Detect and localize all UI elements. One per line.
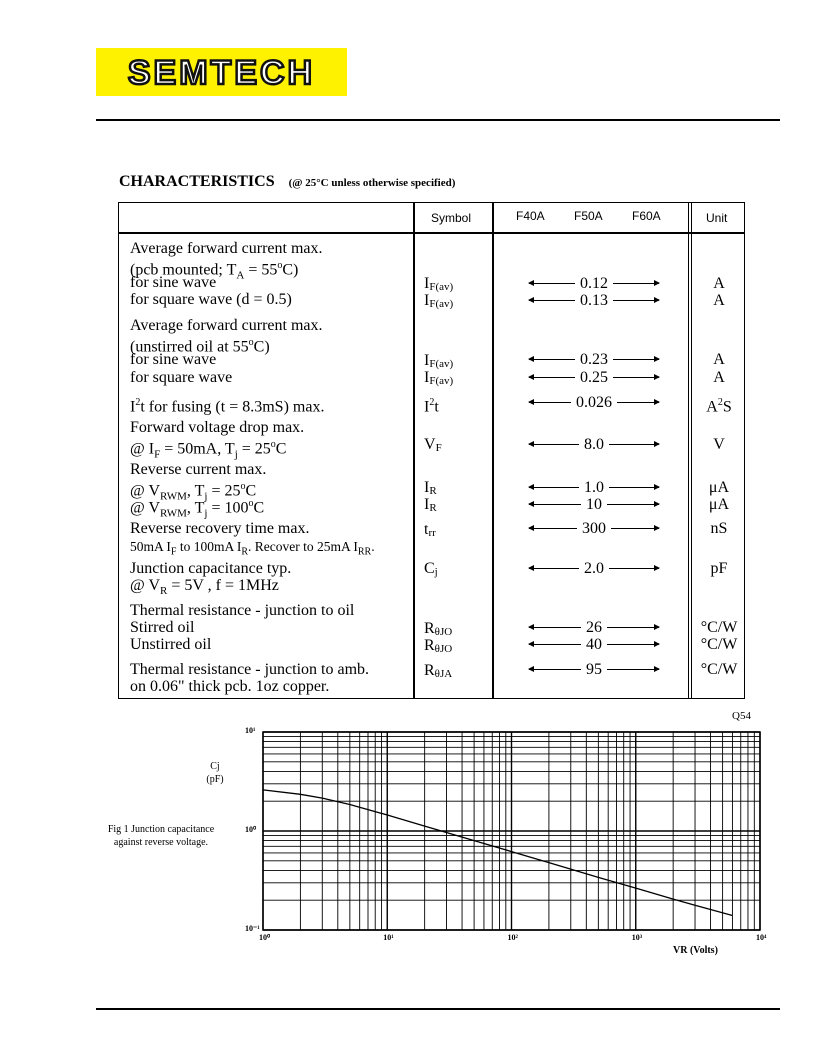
row-symbol: $I^2t$ — [424, 397, 439, 416]
value-text: 26 — [586, 618, 602, 636]
header-f50a: F50A — [574, 209, 603, 223]
row-unit: μA — [708, 479, 730, 496]
row-symbol: $R_{\theta JO}$ — [424, 637, 453, 655]
value-text: 0.12 — [580, 274, 608, 292]
row-unit: °C/W — [700, 661, 738, 678]
x-tick-label: 10³ — [631, 933, 643, 942]
row-unit: A — [713, 292, 725, 309]
caption-line-2: against reverse voltage. — [113, 837, 209, 848]
row-text: Average forward current max. — [130, 317, 323, 334]
row-text: (unstirred oil at 55$^o$C) — [130, 337, 270, 356]
row-symbol: $I_{F(av)}$ — [424, 292, 454, 310]
row-unit: nS — [710, 520, 728, 537]
row-text: Junction capacitance typ. — [130, 560, 292, 577]
x-axis-label: VR (Volts) — [673, 945, 718, 956]
section-title: CHARACTERISTICS — [119, 173, 275, 190]
value-text: 95 — [586, 660, 602, 678]
row-text: @ $V_R = 5V$ , f = 1MHz — [130, 577, 279, 598]
row-unit: V — [713, 436, 725, 453]
row-unit: $A^2S$ — [706, 397, 732, 416]
value-text: 1.0 — [584, 478, 604, 496]
row-text: @ $V_{RWM}$, $T_j = 100^oC$ — [130, 498, 265, 520]
value-text: 0.23 — [580, 350, 608, 368]
y-tick-label: 10¹ — [245, 726, 256, 735]
value-text: 40 — [586, 635, 602, 653]
row-text: Average forward current max. — [130, 240, 323, 257]
value-text: 0.026 — [576, 393, 612, 411]
row-text: on 0.06" thick pcb. 1oz copper. — [130, 678, 330, 695]
row-symbol: $C_j$ — [424, 560, 438, 578]
value-text: 8.0 — [584, 435, 604, 453]
row-symbol: $R_{\theta JO}$ — [424, 620, 453, 638]
row-symbol: $V_F$ — [424, 436, 442, 454]
row-text: 50mA $I_F$ to 100mA $I_R$. Recover to 25mA $I_{RR}$. — [130, 539, 375, 558]
row-text: $I^2t$ for fusing (t = 8.3mS) max. — [130, 397, 325, 416]
row-symbol: $t_{rr}$ — [424, 521, 436, 539]
value-text: 0.25 — [580, 368, 608, 386]
row-text: Reverse current max. — [130, 461, 267, 478]
row-symbol: $I_R$ — [424, 479, 437, 497]
y-tick-label: 10⁻¹ — [245, 924, 260, 933]
y-tick-label: 10⁰ — [245, 825, 257, 834]
header-f40a: F40A — [516, 209, 545, 223]
row-unit: °C/W — [700, 636, 738, 653]
value-text: 300 — [582, 519, 606, 537]
row-symbol: $I_{F(av)}$ — [424, 275, 454, 293]
row-symbol: $I_{F(av)}$ — [424, 369, 454, 387]
caption-line-1: Fig 1 Junction capacitance — [107, 824, 215, 835]
row-text: Thermal resistance - junction to oil — [130, 602, 355, 619]
row-unit: μA — [708, 496, 730, 513]
section-note: (@ 25°C unless otherwise specified) — [288, 177, 456, 189]
row-symbol: $I_{F(av)}$ — [424, 352, 454, 370]
row-unit: A — [713, 275, 725, 292]
row-text: Unstirred oil — [130, 636, 212, 653]
x-tick-label: 10¹ — [383, 933, 394, 942]
row-symbol: $R_{\theta JA}$ — [424, 662, 453, 680]
figure-code: Q54 — [732, 710, 751, 722]
y-axis-symbol: Cj — [210, 761, 220, 772]
header-f60a: F60A — [632, 209, 661, 223]
row-text: Thermal resistance - junction to amb. — [130, 661, 370, 678]
header-unit: Unit — [706, 211, 728, 225]
row-unit: °C/W — [700, 619, 738, 636]
x-tick-label: 10⁴ — [756, 933, 767, 942]
value-text: 10 — [586, 495, 602, 513]
row-text: for sine wave — [130, 351, 217, 368]
row-text: @ $I_F = 50mA$, $T_j = 25^oC$ — [130, 439, 287, 461]
value-text: 2.0 — [584, 559, 604, 577]
value-text: 0.13 — [580, 291, 608, 309]
row-unit: pF — [710, 560, 728, 577]
row-text: @ $V_{RWM}$, $T_j = 25^oC$ — [130, 481, 257, 503]
x-tick-label: 10² — [507, 933, 518, 942]
row-unit: A — [713, 369, 725, 386]
row-text: for square wave (d = 0.5) — [130, 291, 292, 308]
y-axis-unit: (pF) — [206, 774, 224, 785]
row-symbol: $I_R$ — [424, 496, 437, 514]
row-text: Forward voltage drop max. — [130, 419, 305, 436]
x-tick-label: 10⁰ — [259, 933, 271, 942]
row-text: for sine wave — [130, 274, 217, 291]
row-text: Stirred oil — [130, 619, 195, 636]
header-symbol: Symbol — [431, 211, 472, 225]
row-text: Reverse recovery time max. — [130, 520, 310, 537]
row-text: for square wave — [130, 369, 233, 386]
row-text: (pcb mounted; $T_A = 55^oC$) — [130, 260, 299, 282]
footer-rule — [96, 1008, 780, 1010]
logo-text: SEMTECH — [127, 54, 316, 92]
row-unit: A — [713, 351, 725, 368]
